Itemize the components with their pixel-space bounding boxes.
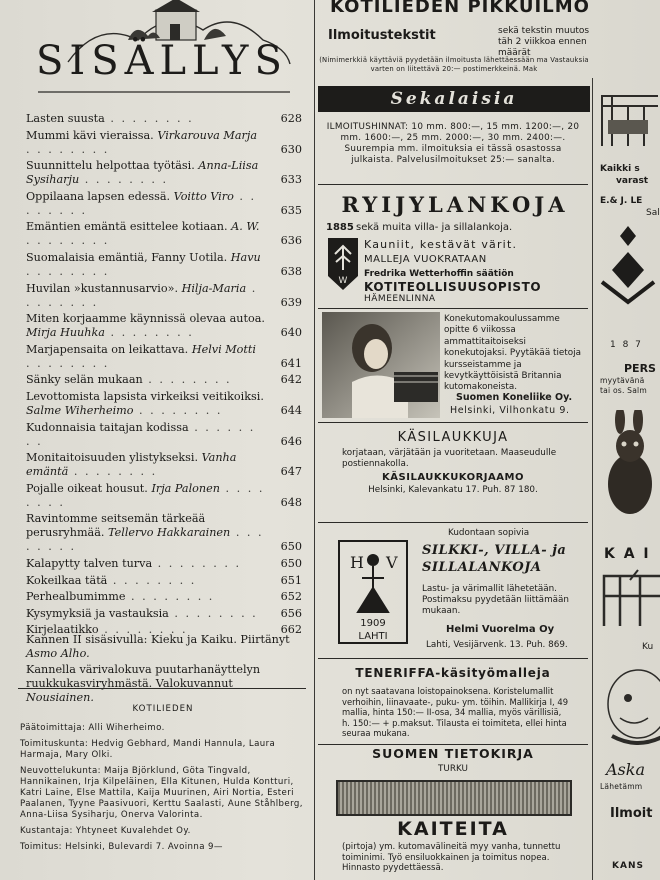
toc-page-number: 647 (280, 465, 302, 479)
toc-leader: . . . . . . . . (168, 606, 258, 620)
toc-title: Kudonnaisia taitajan kodissa (26, 420, 189, 434)
cover2-note: Kannen II sisäsivulla: Kieku ja Kaiku. Piirtänyt Asmo Alho. (26, 633, 290, 660)
toc-title: Miten korjaamme käynnissä olevaa autoa. (26, 312, 265, 326)
cartoon-character-illustration (598, 664, 660, 754)
table-of-contents (26, 112, 302, 640)
toc-leader: . . . . . . . . (26, 356, 110, 370)
toc-entry (26, 251, 302, 279)
staff-box (20, 704, 306, 858)
toc-entry (26, 421, 302, 449)
staff-publisher: Kustantaja: Yhtyneet Kuvalehdet Oy. (20, 826, 191, 836)
toc-leader: . . . . . . . . (26, 234, 110, 248)
toc-entry (26, 390, 302, 418)
toc-leader: . . . . . . . . (26, 142, 110, 156)
toc-entry (26, 373, 302, 387)
section-header-sekalaisia: Sekalaisia (318, 86, 590, 112)
loom-illustration (598, 86, 660, 156)
ad-tietokirja-title: SUOMEN TIETOKIRJA (372, 746, 534, 761)
toc-author: Salme Wiherheimo (26, 403, 134, 417)
ad-kaiteita-text: (pirtoja) ym. kutomavälineitä myy vanha, tunnettu toiminimi. Työ ensiluokkainen ja toimitus nopea. Hinnasto pyydettäessä. (342, 842, 561, 874)
cover-note: Kannella värivalokuva puutarhanäyttelyn ruukkukasviryhmästä. Valokuvannut Nousiainen. (26, 663, 261, 704)
toc-author: Irja Palonen (151, 481, 220, 495)
ad-kasilaukkuja: KÄSILAUKKUJA korjataan, värjätään ja vuoritetaan. Maaseudulle postiennakolla. KÄSILAUKKUKORJAAMO Helsinki, Kalevankatu 17. Puh. 87 180. (318, 424, 588, 523)
toc-author: Vanha emäntä (26, 451, 237, 479)
toc-title: Kysymyksiä ja vastauksia (26, 606, 169, 620)
ad-teneriffa: TENERIFFA-käsityömalleja on nyt saatavana loistopainoksena. Koristelumallit verhoihin, liinavaate-, puku- ym. töihin. Mallikirja I, 49 mallia, hinta 150:— II-osa, 34 mallia, myös värillisiä, h. 150:— + p.maksut. Tilausta ei toimiteta, ellei hinta seuraa mukana. (318, 660, 588, 745)
staff-advisory: Neuvottelukunta: Maija Björklund, Göta Tingvald, Hannikainen, Irja Kilpeläinen, Ella Kitunen, Hulda Kontturi, Katri Laine, Else Mattila, Kaija Muurinen, Airi Nortia, Esteri Paalanen, Tyyne Paasivuori, Kerttu Saalasti, Aune Ståhlberg, Anna-Liisa Sysiharju, Onerva Valorinta. (20, 766, 303, 820)
toc-author: A. W. (231, 220, 260, 234)
toc-leader: . . . . . . . . (26, 189, 257, 217)
staff-office: Toimitus: Helsinki, Bulevardi 7. Avoinna 9— (20, 842, 223, 852)
toc-title: Oppilaana lapsen edessä. (26, 189, 171, 203)
toc-entry (26, 312, 302, 340)
toc-leader: . . . . . . . . (68, 465, 158, 479)
wetterhoff-logo-icon (326, 236, 360, 292)
svg-text:V: V (386, 553, 398, 572)
column-divider (314, 0, 315, 880)
toc-title: Suunnittelu helpottaa työtäsi. (26, 159, 195, 173)
toc-page-number: 644 (280, 403, 302, 417)
toc-leader: . . . . . . . . (26, 526, 264, 554)
toc-entry (26, 282, 302, 310)
toc-title: Lasten suusta (26, 112, 105, 125)
staff-chief: Päätoimittaja: Alli Wiherheimo. (20, 723, 165, 733)
toc-author: Voitto Viro (173, 189, 234, 203)
toc-title: Marjapensaita on leikattava. (26, 342, 189, 356)
toc-author: Anna-Liisa Sysiharju (26, 159, 259, 187)
toc-page-number: 640 (280, 326, 302, 340)
pikku-fine-print: (Nimimerkkiä käyttäviä pyydetään ilmoitusta lähettäessään ma Vastauksia varten on liitettävä 20:— postimerkkeinä. Mak (319, 56, 589, 73)
toc-leader: . . . . . . . . (26, 481, 265, 509)
toc-leader: . . . . . . . . (79, 173, 169, 187)
toc-entry (26, 159, 302, 187)
toc-entry (26, 129, 302, 157)
ads-column (318, 0, 590, 880)
ryijy-title: RYIJYLANKOJA (341, 192, 569, 217)
toc-entry (26, 112, 302, 126)
pikku-subtitle: Ilmoitustekstit (328, 28, 436, 43)
toc-author: Helvi Motti (191, 342, 256, 356)
toc-title: Levottomista lapsista virkeiksi veitikoiksi. (26, 389, 264, 403)
weaver-photo-icon (322, 312, 440, 418)
toc-entry (26, 607, 302, 621)
toc-page-number: 651 (280, 573, 302, 587)
vuorelma-logo-icon (338, 540, 408, 644)
toc-page-number: 662 (280, 623, 302, 637)
loom-illustration-2 (600, 566, 660, 636)
toc-entry (26, 574, 302, 588)
toc-entry (26, 512, 302, 554)
toc-page-number: 635 (280, 203, 302, 217)
toc-page-number: 639 (280, 295, 302, 309)
toc-title: Pojalle oikeat housut. (26, 481, 148, 495)
toc-page-number: 638 (280, 264, 302, 278)
ad-kaiteita-title: KAITEITA (397, 818, 509, 840)
toc-page-number: 652 (280, 590, 302, 604)
toc-leader: . . . . . . . . (142, 373, 232, 387)
toc-title: Huvilan »kustannusarvio». (26, 281, 179, 295)
pikku-side-text: sekä tekstin muutos täh 2 viikkoa ennen määrät (498, 26, 590, 58)
toc-title: Sänky selän mukaan (26, 373, 143, 387)
silkki-logo-year: 1909 (360, 618, 386, 629)
reed-comb-image (336, 780, 572, 816)
toc-page-number: 648 (280, 495, 302, 509)
right-column-divider (592, 78, 593, 880)
toc-entry (26, 482, 302, 510)
toc-leader: . . . . . . . . (104, 326, 194, 340)
divider-line (18, 688, 306, 689)
toc-leader: . . . . . . . . (26, 264, 110, 278)
toc-title: Ravintomme seitsemän tärkeää perusryhmää. (26, 512, 206, 540)
toc-author: Tellervo Hakkarainen (108, 526, 231, 540)
toc-leader: . . . . . . . . (152, 556, 242, 570)
ad-silkki: Kudontaan sopivia H V 1909 LAHTI SILKKI-, VILLA- ja SILLALANKOJA Lastu- ja värimallit lähetetään. Postimaksu pyydetään liittämään mukaan. Helmi Vuorelma Oy Lahti, Vesijärvenk. 13. Puh. 869. (318, 524, 588, 659)
cut-off-column: Kaikki s varast E.& J. LE Sal 1 8 7 PERS myytävänä tai os. Salm K A I Ku Aska Lähetämm Ilmoit KANS (594, 0, 660, 880)
toc-author: Virkarouva Marja (157, 128, 258, 142)
toc-entry (26, 557, 302, 571)
toc-page-number: 641 (280, 356, 302, 370)
toc-page-number: 628 (280, 112, 302, 125)
toy-rabbit-photo (604, 410, 660, 530)
toc-page-number: 656 (280, 606, 302, 620)
toc-title: Emäntien emäntä esittelee kotiaan. (26, 220, 228, 234)
toc-leader: . . . . . . . . (133, 403, 223, 417)
ad-prices: ILMOITUSHINNAT: 10 mm. 800:—, 15 mm. 1200:—, 20 mm. 1600:—, 25 mm. 2000:—, 30 mm. 2400:—. Suurempia mm. ilmoituksia ei tässä osastossa julkaista. Palvelusilmoitukset 25:— sanalta. (318, 114, 588, 185)
contents-title: SISÄLLYS (36, 38, 288, 84)
toc-page-number: 633 (280, 173, 302, 187)
toc-page-number: 630 (280, 142, 302, 156)
toc-entry (26, 451, 302, 479)
toc-title: Kokeilkaa tätä (26, 573, 108, 587)
toc-leader: . . . . . . . . (26, 281, 258, 309)
toc-leader: . . . . . . . . (26, 420, 256, 448)
toc-author: Havu (230, 250, 261, 264)
svg-text:W: W (338, 276, 348, 286)
contents-masthead (28, 0, 298, 112)
toc-page-number: 650 (280, 540, 302, 554)
toc-entry (26, 220, 302, 248)
ad-ryijylankoja: RYIJYLANKOJA 1885 W sekä muita villa- ja sillalankoja. Kauniit, kestävät värit. MALLEJA VUOKRATAAN Fredrika Wetterhoffin säätiön KOTITEOLLISUUSOPISTO HÄMEENLINNA (318, 186, 588, 309)
silkki-logo-city: LAHTI (358, 631, 388, 642)
ad-koneliike: Konekutomakoulussamme opitte 6 viikossa ammattitaitoiseksi konekutojaksi. Pyytäkää tietoja kursseistamme ja kevytkäyttöisistä Britannia kutomakoneista. Suomen Koneliike Oy. Helsinki, Vilhonkatu 9. (318, 310, 588, 423)
toc-leader: . . . . . . . . (98, 623, 188, 637)
toc-leader: . . . . . . . . (125, 590, 215, 604)
toc-page-number: 642 (280, 373, 302, 387)
toc-leader: . . . . . . . . (107, 573, 197, 587)
toc-entry (26, 590, 302, 604)
pattern-icon (598, 222, 660, 322)
toc-title: Monitaitoisuuden ylistykseksi. (26, 451, 199, 465)
toc-title: Kalapytty talven turva (26, 556, 153, 570)
toc-entry (26, 343, 302, 371)
toc-page-number: 636 (280, 234, 302, 248)
ryijy-year: 1885 (326, 222, 354, 233)
toc-title: Perhealbumimme (26, 590, 126, 604)
toc-leader: . . . . . . . . (104, 112, 194, 125)
staff-heading: KOTILIEDEN (132, 704, 194, 714)
svg-text:H: H (350, 553, 364, 572)
toc-title: Suomalaisia emäntiä, Fanny Uotila. (26, 250, 228, 264)
toc-page-number: 650 (280, 556, 302, 570)
toc-title: Mummi kävi vieraissa. (26, 128, 154, 142)
toc-page-number: 646 (280, 434, 302, 448)
staff-editorial: Toimituskunta: Hedvig Gebhard, Mandi Hannula, Laura Harmaja, Mary Olki. (20, 739, 276, 760)
toc-author: Mirja Huuhka (26, 326, 105, 340)
toc-entry (26, 190, 302, 218)
pikku-title: KOTILIEDEN PIKKUILMO (330, 0, 590, 17)
toc-author: Hilja-Maria (181, 281, 247, 295)
toc-title: Kirjelaatikko (26, 623, 99, 637)
ad-tietokirja-city: TURKU (438, 764, 468, 774)
